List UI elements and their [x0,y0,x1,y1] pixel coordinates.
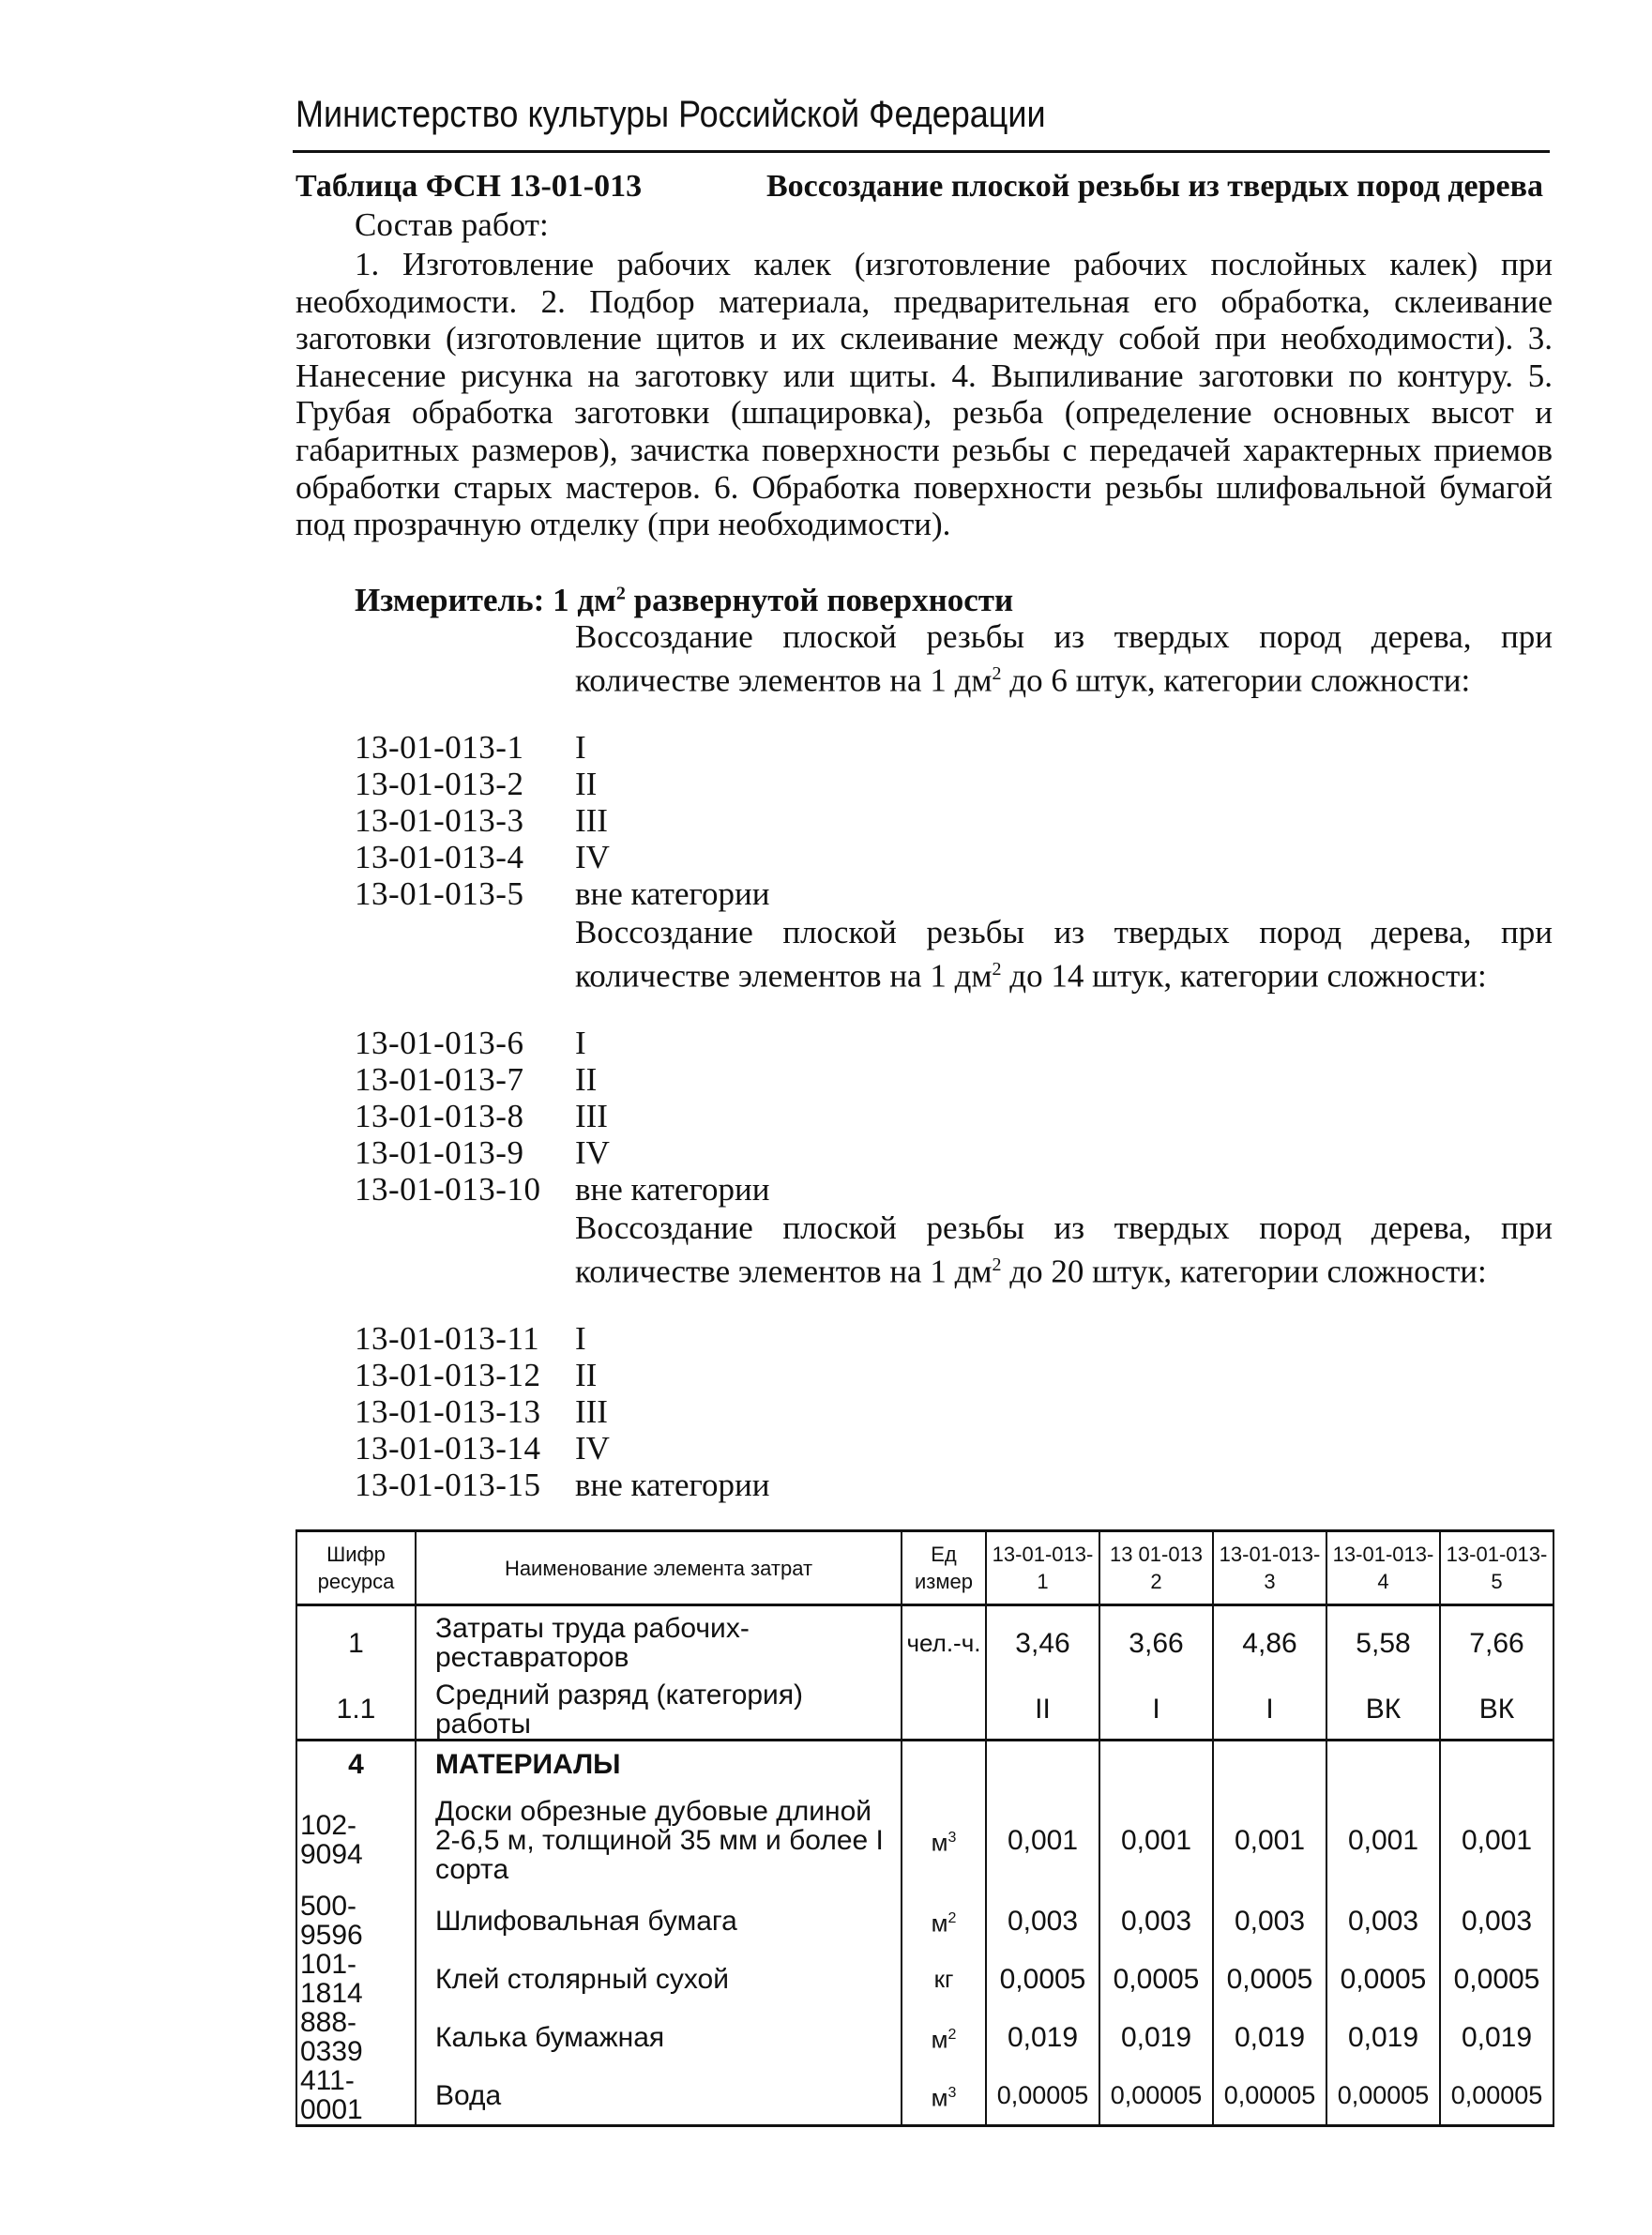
row-code: 102-9094 [296,1788,416,1892]
unit-base: м [931,1908,948,1938]
norm-code: 13-01-013-4 [355,839,524,875]
header-norm: 13 01-013 2 [1099,1531,1213,1605]
row-value: 0,003 [1326,1892,1440,1950]
row-value: 0,019 [1440,2008,1553,2066]
norm-code: 13-01-013-6 [355,1025,524,1061]
row-value: 0,001 [1440,1788,1553,1892]
row-value: 0,003 [1099,1892,1213,1950]
row-value: 4,86 [1213,1605,1326,1680]
row-unit [902,2008,986,2066]
row-value: 0,0005 [986,1950,1099,2008]
norm-code: 13-01-013-14 [355,1430,541,1467]
measure-suffix: развернутой поверхности [625,582,1014,618]
norm-category: III [575,1393,608,1430]
unit-base: м [931,1828,948,1857]
header-norm: 13-01-013-3 [1213,1531,1326,1605]
section-code: 4 [296,1740,416,1788]
table-row [296,1605,1553,1680]
table-section-row [296,1740,1553,1788]
row-code: 1 [296,1605,416,1680]
group-exponent: 2 [992,958,1002,980]
resource-table [296,1529,1554,2127]
norm-category: III [575,1098,608,1134]
table-header-row [296,1531,1553,1605]
row-unit: кг [902,1950,986,2008]
table-row [296,2066,1553,2126]
row-value: I [1099,1680,1213,1741]
row-name: Доски обрезные дубовые длиной 2-6,5 м, толщиной 35 мм и более I сорта [416,1788,902,1892]
norm-category: вне категории [575,1171,770,1208]
row-value: 0,0005 [1326,1950,1440,2008]
norm-category: II [575,766,598,802]
row-value: 0,00005 [1099,2066,1213,2126]
row-value: 0,003 [986,1892,1099,1950]
row-value: 0,0005 [1213,1950,1326,2008]
table-row [296,1950,1553,2008]
row-value: 5,58 [1326,1605,1440,1680]
row-value: 0,001 [1099,1788,1213,1892]
row-name: Затраты труда рабочих-реставраторов [416,1605,902,1680]
header-rule [293,150,1550,153]
norm-code: 13-01-013-1 [355,729,524,766]
row-name: Калька бумажная [416,2008,902,2066]
norm-category: I [575,1025,586,1061]
row-value: 0,0005 [1099,1950,1213,2008]
group-description-part: Воссоздание плоской резьбы из твердых пород дерева, при количестве элементов на 1 дм [575,914,1553,995]
norm-code: 13-01-013-9 [355,1134,524,1171]
row-value: 0,003 [1213,1892,1326,1950]
row-value: 3,46 [986,1605,1099,1680]
header-unit: Ед измер [902,1531,986,1605]
table-row [296,1892,1553,1950]
norm-category: IV [575,1134,610,1171]
row-code: 101-1814 [296,1950,416,2008]
empty-cell [1326,1740,1440,1788]
row-value: 0,001 [986,1788,1099,1892]
empty-cell [1099,1740,1213,1788]
composition-label: Состав работ: [355,206,549,243]
row-unit: чел.-ч. [902,1605,986,1680]
measure-unit [355,582,1013,619]
norm-code: 13-01-013-10 [355,1171,541,1208]
group-description-part: до 6 штук, категории сложности: [1001,661,1471,699]
row-unit [902,1892,986,1950]
header-norm: 13-01-013-4 [1326,1531,1440,1605]
row-value: ВК [1440,1680,1553,1741]
group-description [575,915,1553,995]
row-name: Клей столярный сухой [416,1950,902,2008]
row-value: II [986,1680,1099,1741]
row-value: 0,00005 [986,2066,1099,2126]
norm-category: вне категории [575,1467,770,1503]
row-name: Шлифовальная бумага [416,1892,902,1950]
measure-exponent: 2 [615,583,626,604]
row-value: 0,001 [1326,1788,1440,1892]
norm-code: 13-01-013-5 [355,875,524,912]
composition-text: 1. Изготовление рабочих калек (изготовление рабочих послойных калек) при необходимости. 2. Подбор материала, предварительная его обработка, склеивание заготовки (изготовление щитов и их склеивание между собой при необходимости). 3. Нанесение рисунка на заготовку или щиты. 4. Выпиливание заготовки по контуру. 5. Грубая обработка заготовки (шпацировка), резьба (определение основных высот и габаритных размеров), зачистка поверхности резьбы с передачей характерных приемов обработки старых мастеров. 6. Обработка поверхности резьбы шлифовальной бумагой под прозрачную отделку (при необходимости). [296,246,1553,543]
row-value: 0,00005 [1326,2066,1440,2126]
norm-category: I [575,729,586,766]
group-description-part: до 20 штук, категории сложности: [1001,1253,1487,1290]
header-norm: 13-01-013-5 [1440,1531,1553,1605]
row-value: 0,003 [1440,1892,1553,1950]
norm-code: 13-01-013-15 [355,1467,541,1503]
row-code: 1.1 [296,1680,416,1741]
measure-prefix: Измеритель: 1 дм [355,582,616,618]
table-row [296,1680,1553,1741]
group-description-part: Воссоздание плоской резьбы из твердых пород дерева, при количестве элементов на 1 дм [575,1209,1553,1290]
row-code: 500-9596 [296,1892,416,1950]
unit-exponent: 3 [947,2084,957,2101]
norm-code: 13-01-013-12 [355,1357,541,1393]
running-head: Министерство культуры Российской Федерации [296,94,1046,135]
norm-category: вне категории [575,875,770,912]
row-name: Средний разряд (категория) работы [416,1680,902,1741]
norm-category: IV [575,839,610,875]
norm-code: 13-01-013-3 [355,802,524,839]
norm-category: II [575,1061,598,1098]
norm-code: 13-01-013-7 [355,1061,524,1098]
row-value: ВК [1326,1680,1440,1741]
group-description [575,1210,1553,1290]
unit-exponent: 3 [947,1829,957,1846]
group-exponent: 2 [992,1254,1002,1275]
header-code: Шифр ресурса [296,1531,416,1605]
group-description-part: до 14 штук, категории сложности: [1001,957,1487,995]
norm-code: 13-01-013-2 [355,766,524,802]
header-name: Наименование элемента затрат [416,1531,902,1605]
row-value: 7,66 [1440,1605,1553,1680]
row-value: 3,66 [1099,1605,1213,1680]
row-unit [902,1680,986,1741]
empty-cell [902,1740,986,1788]
table-name: Воссоздание плоской резьбы из твердых пород дерева [765,169,1543,204]
row-value: 0,00005 [1213,2066,1326,2126]
unit-base: м [931,2025,948,2054]
row-value: 0,0005 [1440,1950,1553,2008]
section-name: МАТЕРИАЛЫ [416,1740,902,1788]
row-value: 0,019 [1326,2008,1440,2066]
row-unit [902,2066,986,2126]
row-code: 888-0339 [296,2008,416,2066]
group-description-part: Воссоздание плоской резьбы из твердых пород дерева, при количестве элементов на 1 дм [575,618,1553,699]
unit-exponent: 2 [947,2026,957,2043]
row-value: 0,019 [1213,2008,1326,2066]
empty-cell [1213,1740,1326,1788]
empty-cell [986,1740,1099,1788]
norm-category: II [575,1357,598,1393]
empty-cell [1440,1740,1553,1788]
row-value: I [1213,1680,1326,1741]
unit-exponent: 2 [947,1909,957,1926]
row-value: 0,001 [1213,1788,1326,1892]
row-code: 411-0001 [296,2066,416,2126]
norm-category: I [575,1320,586,1357]
norm-code: 13-01-013-8 [355,1098,524,1134]
table-row [296,1788,1553,1892]
norm-code: 13-01-013-13 [355,1393,541,1430]
row-value: 0,00005 [1440,2066,1553,2126]
norm-category: IV [575,1430,610,1467]
table-row [296,2008,1553,2066]
row-value: 0,019 [986,2008,1099,2066]
header-norm: 13-01-013-1 [986,1531,1099,1605]
table-code: Таблица ФСН 13-01-013 [296,169,643,204]
norm-code: 13-01-013-11 [355,1320,540,1357]
row-unit [902,1788,986,1892]
unit-base: м [931,2083,948,2112]
group-exponent: 2 [992,662,1002,684]
row-name: Вода [416,2066,902,2126]
group-description [575,619,1553,699]
norm-category: III [575,802,608,839]
row-value: 0,019 [1099,2008,1213,2066]
